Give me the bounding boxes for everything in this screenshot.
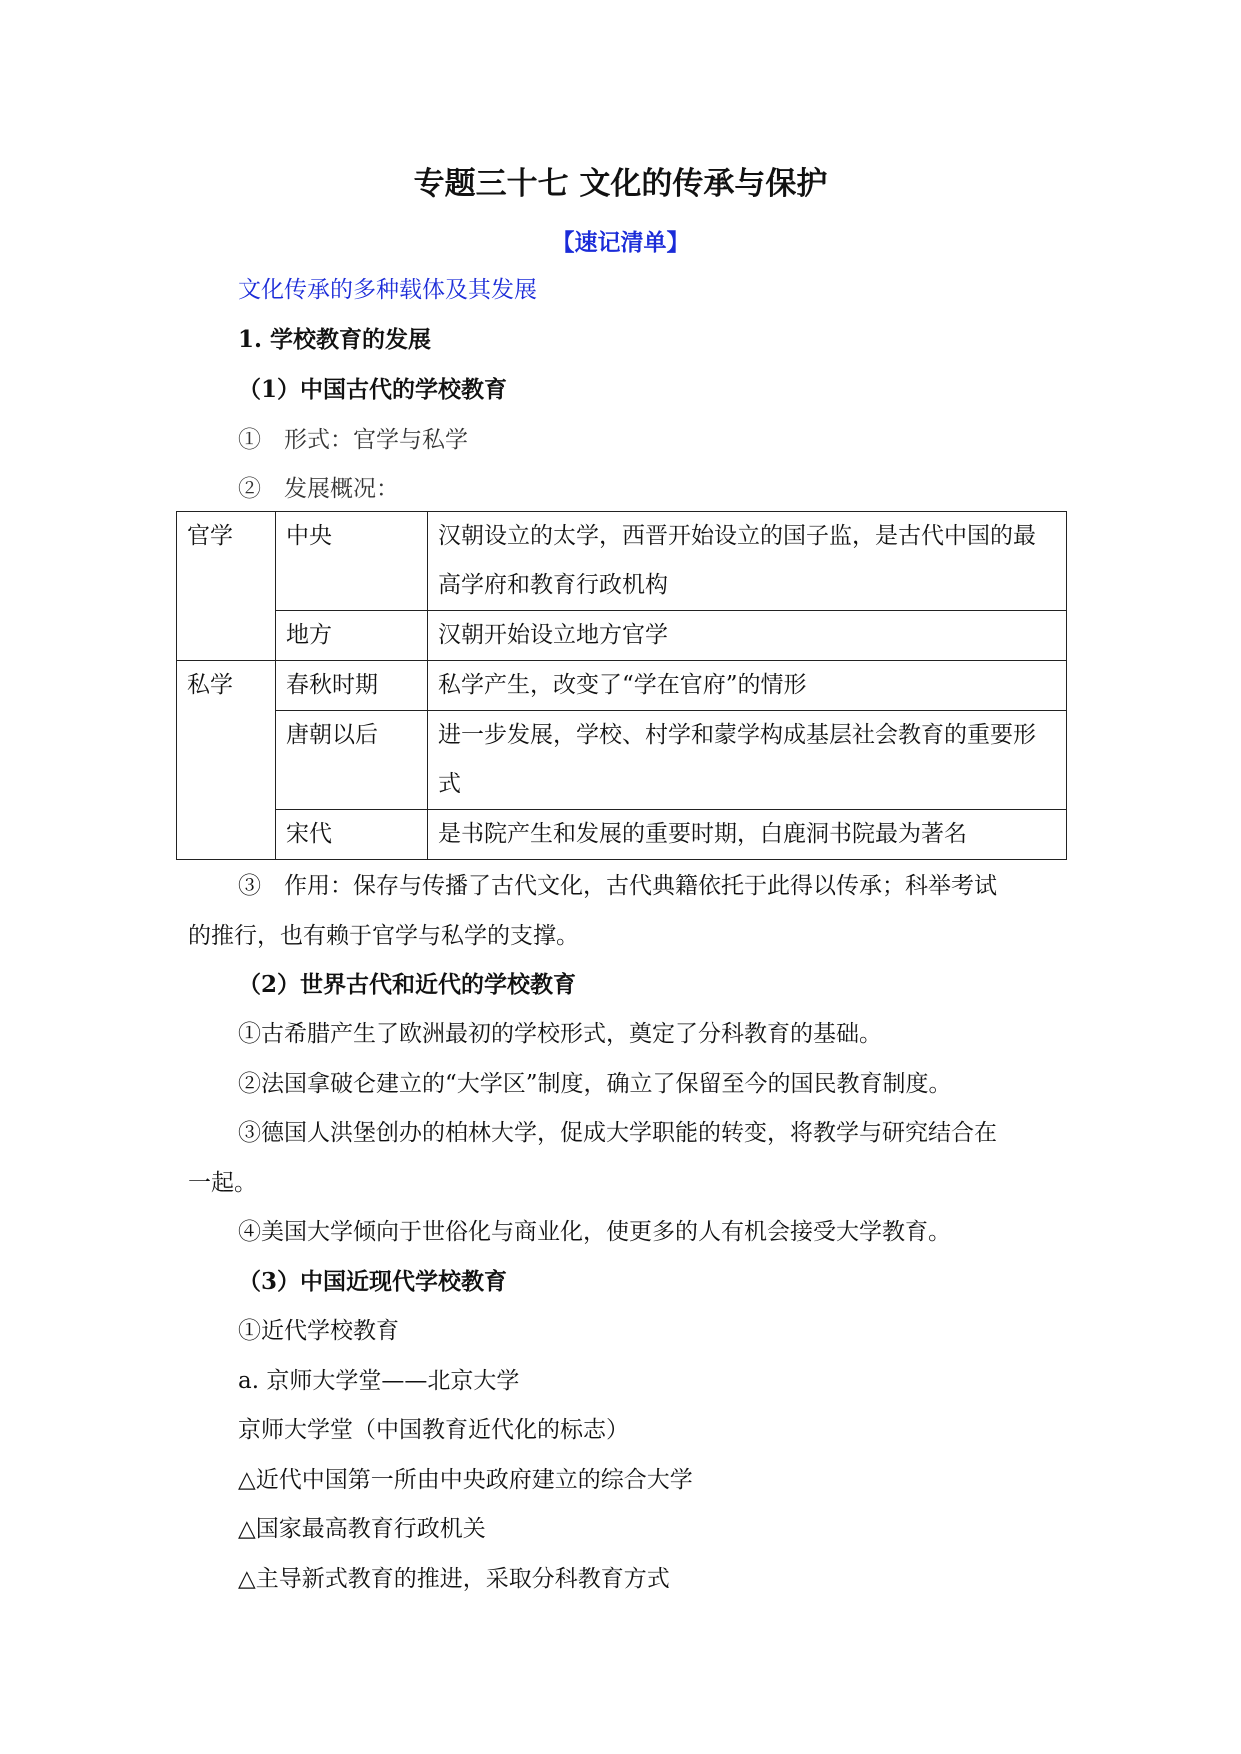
form-line: ① 形式：官学与私学 (238, 427, 468, 453)
desc-cell: 是书院产生和发展的重要时期，白鹿洞书院最为著名 (428, 810, 1067, 860)
heading-world: （2）世界古代和近代的学校教育 (238, 971, 577, 998)
desc-cell: 进一步发展，学校、村学和蒙学构成基层社会教育的重要形式 (428, 711, 1067, 810)
page-title: 专题三十七 文化的传承与保护 (413, 166, 828, 202)
world-item-3-line-1: ③德国人洪堡创办的柏林大学，促成大学职能的转变，将教学与研究结合在 (238, 1120, 997, 1146)
education-table (176, 511, 1067, 860)
modern-item-a: a. 京师大学堂——北京大学 (238, 1368, 520, 1394)
period-cell: 中央 (276, 512, 428, 611)
triangle-item-1: △近代中国第一所由中央政府建立的综合大学 (238, 1467, 693, 1493)
table-row (177, 810, 1067, 860)
section-heading: 文化传承的多种载体及其发展 (238, 277, 537, 303)
desc-cell: 私学产生，改变了“学在官府”的情形 (428, 661, 1067, 711)
jingshi-line: 京师大学堂（中国教育近代化的标志） (238, 1417, 629, 1443)
period-cell: 宋代 (276, 810, 428, 860)
heading-school-education: 1. 学校教育的发展 (238, 326, 432, 353)
table-row (177, 661, 1067, 711)
period-cell: 唐朝以后 (276, 711, 428, 810)
category-private: 私学 (177, 661, 276, 860)
overview-line: ② 发展概况： (238, 476, 399, 502)
desc-cell: 汉朝设立的太学，西晋开始设立的国子监，是古代中国的最高学府和教育行政机构 (428, 512, 1067, 611)
world-item-4: ④美国大学倾向于世俗化与商业化，使更多的人有机会接受大学教育。 (238, 1219, 951, 1245)
desc-cell: 汉朝开始设立地方官学 (428, 611, 1067, 661)
world-item-1: ①古希腊产生了欧洲最初的学校形式，奠定了分科教育的基础。 (238, 1021, 882, 1047)
table-row (177, 512, 1067, 611)
period-cell: 地方 (276, 611, 428, 661)
effect-line-2: 的推行，也有赖于官学与私学的支撑。 (188, 923, 579, 949)
effect-line-1: ③ 作用：保存与传播了古代文化，古代典籍依托于此得以传承；科举考试 (238, 873, 997, 899)
heading-modern-china: （3）中国近现代学校教育 (238, 1268, 508, 1295)
triangle-item-2: △国家最高教育行政机关 (238, 1516, 486, 1542)
table-row (177, 711, 1067, 810)
heading-ancient-china: （1）中国古代的学校教育 (238, 376, 508, 403)
period-cell: 春秋时期 (276, 661, 428, 711)
table-row (177, 611, 1067, 661)
world-item-2: ②法国拿破仑建立的“大学区”制度，确立了保留至今的国民教育制度。 (238, 1071, 952, 1097)
modern-item-1: ①近代学校教育 (238, 1318, 399, 1344)
quick-notes-heading: 【速记清单】 (551, 229, 690, 256)
world-item-3-line-2: 一起。 (188, 1170, 257, 1196)
category-official: 官学 (177, 512, 276, 661)
triangle-item-3: △主导新式教育的推进，采取分科教育方式 (238, 1566, 670, 1592)
